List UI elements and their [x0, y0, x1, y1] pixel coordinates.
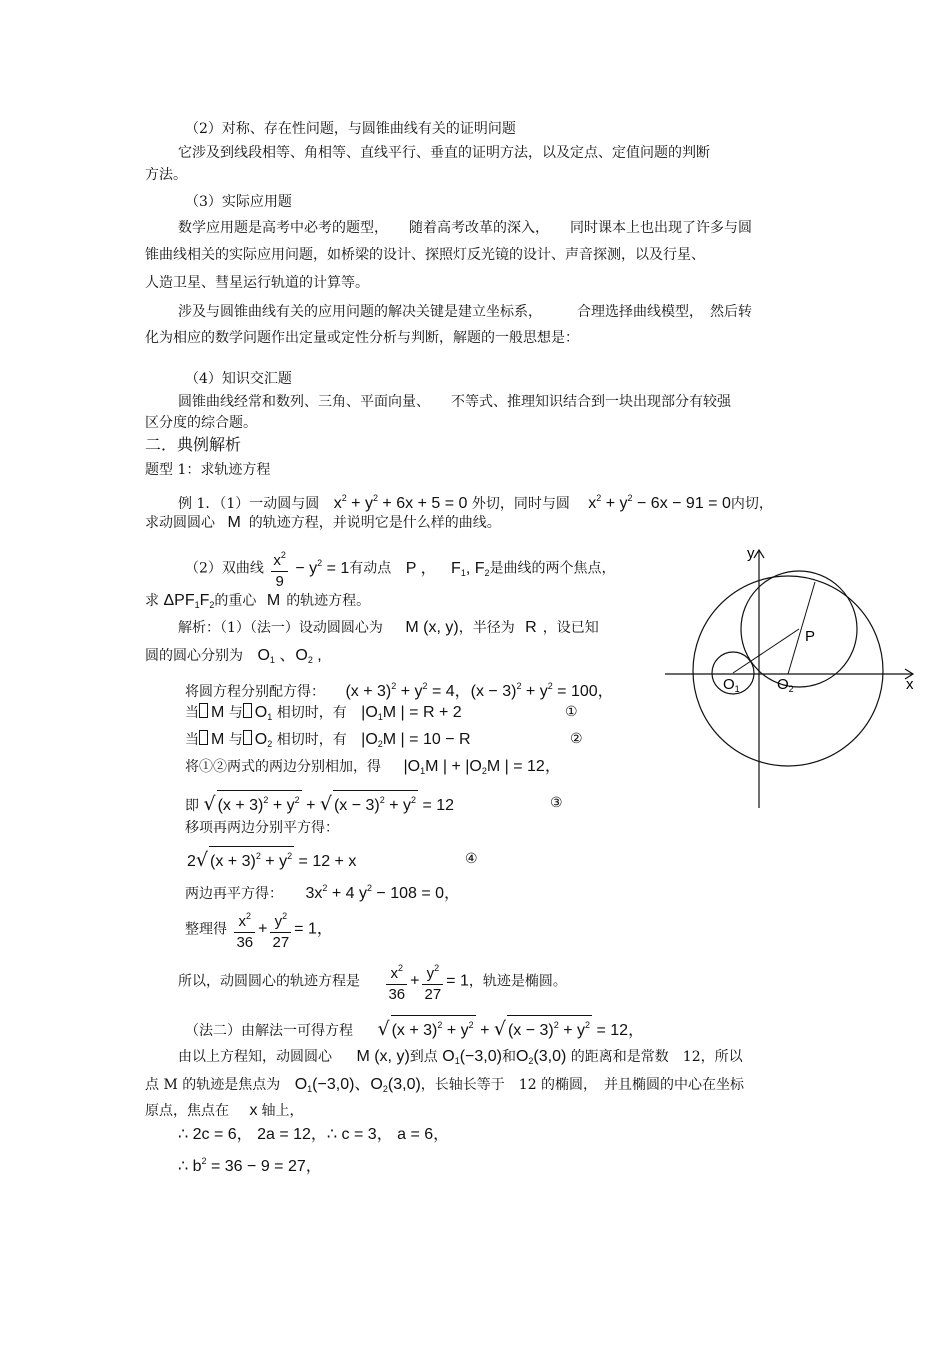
conclusion-method-1: 所以，动圆圆心的轨迹方程是 $\frac{x^2}{36}$ + $\frac{y^2}{27}$ = 1，轨迹是椭圆。: [178, 958, 567, 1005]
segment-o1-p: [733, 629, 799, 673]
text-line: （4）知识交汇题: [185, 371, 292, 387]
text-line: 方法。: [145, 167, 187, 183]
text-line: 圆锥曲线经常和数列、三角、平面向量、 不等式、推理知识结合到一块出现部分有较强: [178, 394, 731, 410]
point-o2-label: $O_2$: [777, 676, 794, 694]
text-line: 区分度的综合题。: [145, 415, 257, 431]
step-square-text: 移项再两边分别平方得：: [185, 820, 339, 836]
equation-mark-3: ③: [550, 795, 563, 811]
example-2-statement: （2）双曲线 $\frac{x^2}{9}$ − $y^2 = 1$有动点 P ， $F_1$, $F_2$是曲线的两个焦点，: [185, 545, 616, 592]
method-2-text-2: 点 M 的轨迹是焦点为 $O_1(-3,0)$、$O_2(3,0)$，长轴长等于 12 的椭圆， 并且椭圆的中心在坐标: [145, 1076, 745, 1094]
step-complete-square: 将圆方程分别配方得： $(x + 3)^2 + y^2 = 4$，$(x - 3)^2 + y^2 = 100$，: [185, 681, 614, 700]
large-circle: [693, 576, 883, 766]
solution-intro: 解析：（1）（法一）设动圆圆心为 M (x, y)，半径为 R ，设已知: [178, 619, 599, 636]
text-line: 人造卫星、彗星运行轨道的计算等。: [145, 275, 369, 291]
step-tangent-2: 当 M 与 $O_2$ 相切时，有 $|O_2M$ | = 10 − R: [185, 731, 471, 749]
y-axis-label: y: [747, 545, 755, 562]
x-axis-label: x: [906, 676, 914, 693]
method-2-text-3: 原点，焦点在 x 轴上，: [145, 1102, 304, 1119]
equation-mark-2: ②: [570, 731, 583, 747]
circle-figure: [655, 538, 925, 812]
example-1-question: 求动圆圆心 M 的轨迹方程，并说明它是什么样的曲线。: [145, 514, 501, 531]
step-radical-sum: 即 √ $(x + 3)^2 + y^2$ + √ $(x - 3)^2 + y^2 = 12$: [185, 790, 454, 815]
method-2-text-1: 由以上方程知，动圆圆心 M (x, y)到点 $O_1(-3,0)$和$O_2(3,0)$ 的距离和是常数 12，所以: [178, 1048, 743, 1066]
method-2-intro: （法二）由解法一可得方程 √ $(x + 3)^2 + y^2$ + √ $(x - 3)^2 + y^2 = 12$，: [185, 1015, 644, 1040]
text-line: 数学应用题是高考中必考的题型， 随着高考改革的深入， 同时课本上也出现了许多与圆: [178, 220, 752, 236]
equation-mark-1: ①: [565, 704, 578, 720]
method-2-calc-1: ∴ 2c = 6， 2a = 12，∴ c = 3， a = 6，: [178, 1126, 450, 1143]
step-simplify: 整理得 $\frac{x^2}{36}$ + $\frac{y^2}{27}$ = 1，: [185, 906, 333, 953]
equation-mark-4: ④: [465, 851, 478, 867]
method-2-calc-2: ∴ $b^2 = 36 - 9 = 27$，: [178, 1156, 322, 1175]
solution-intro-2: 圆的圆心分别为 $O_1$ 、$O_2$ ,: [145, 647, 322, 665]
section-heading: 二．典例解析: [145, 435, 242, 454]
text-line: （2）对称、存在性问题，与圆锥曲线有关的证明问题: [185, 121, 516, 137]
text-line: （3）实际应用题: [185, 194, 292, 210]
step-tangent-1: 当 M 与 $O_1$ 相切时，有 $|O_1M$ | = R + 2: [185, 704, 462, 722]
step-square-result: 2√ $(x + 3)^2 + y^2 = 12 + x$: [187, 846, 356, 871]
example-2-question: 求 $\Delta PF_1F_2$的重心 M 的轨迹方程。: [145, 592, 371, 610]
text-line: 涉及与圆锥曲线有关的应用问题的解决关键是建立坐标系， 合理选择曲线模型， 然后转: [178, 304, 752, 320]
problem-type-heading: 题型 1：求轨迹方程: [145, 462, 271, 478]
text-line: 化为相应的数学问题作出定量或定性分析与判断，解题的一般思想是：: [145, 330, 579, 346]
example-1-statement: 例 1．（1）一动圆与圆 $x^2 + y^2 + 6x + 5 = 0$ 外切，同时与圆 $x^2 + y^2 - 6x - 91 = 0$内切，: [178, 493, 773, 512]
step-square-again: 两边再平方得： $3x^2 + 4$ $y^2 - 108 = 0$，: [185, 883, 461, 902]
step-add: 将①②两式的两边分别相加，得 $|O_1M$ | + $|O_2M$ | = 12，: [185, 758, 561, 776]
point-o1-label: $O_1$: [723, 676, 740, 694]
text-line: 锥曲线相关的实际应用问题，如桥梁的设计、探照灯反光镜的设计、声音探测，以及行星、: [145, 247, 705, 263]
text-line: 它涉及到线段相等、角相等、直线平行、垂直的证明方法，以及定点、定值问题的判断: [178, 145, 710, 161]
point-p-label: P: [805, 628, 816, 645]
